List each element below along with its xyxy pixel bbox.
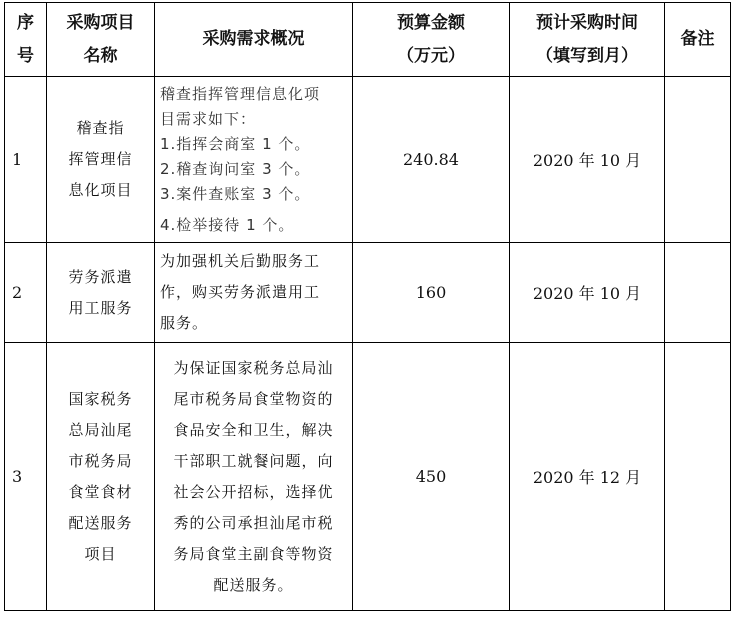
cell-budget: 160 <box>353 243 510 343</box>
header-name-line: 采购项目 <box>66 12 135 33</box>
cell-desc <box>155 343 353 611</box>
cell-name <box>47 243 155 343</box>
desc-line: 为保证国家税务总局汕 <box>173 358 334 377</box>
name-line: 食堂食材 <box>68 482 133 501</box>
header-budget <box>353 3 510 77</box>
cell-no: 2 <box>5 243 47 343</box>
desc-line: 目需求如下： <box>160 109 257 128</box>
header-budget-line: （万元） <box>397 45 465 66</box>
desc-line: 食品安全和卫生，解决 <box>173 420 334 439</box>
cell-time: 2020 年 10 月 <box>510 77 665 243</box>
cell-no: 3 <box>5 343 47 611</box>
desc-line: 秀的公司承担汕尾市税 <box>173 513 334 532</box>
desc-line: 作，购买劳务派遣用工 <box>160 283 321 301</box>
cell-budget: 240.84 <box>353 77 510 243</box>
desc-line: 4.检举接待 1 个。 <box>160 215 295 234</box>
cell-time: 2020 年 12 月 <box>510 343 665 611</box>
cell-desc <box>155 243 353 343</box>
header-row <box>5 3 731 77</box>
desc-line: 配送服务。 <box>213 575 294 594</box>
table-row <box>5 243 731 343</box>
table-row <box>5 77 731 243</box>
name-line: 稽查指 <box>76 119 125 137</box>
cell-name <box>47 77 155 243</box>
desc-line: 为加强机关后勤服务工 <box>160 252 321 270</box>
desc-line: 尾市税务局食堂物资的 <box>173 389 334 408</box>
header-no-line: 序 <box>17 12 34 33</box>
cell-time: 2020 年 10 月 <box>510 243 665 343</box>
header-time-line: （填写到月） <box>536 45 638 66</box>
desc-line: 2.稽查询问室 3 个。 <box>160 159 311 178</box>
name-line: 国家税务 <box>68 389 133 408</box>
header-note: 备注 <box>665 3 731 77</box>
desc-line: 稽查指挥管理信息化项 <box>160 84 321 103</box>
name-line: 配送服务 <box>68 513 133 532</box>
name-line: 总局汕尾 <box>68 420 133 439</box>
cell-note <box>665 77 731 243</box>
cell-name <box>47 343 155 611</box>
header-time-line: 预计采购时间 <box>536 12 638 33</box>
procurement-table <box>4 2 731 611</box>
name-line: 挥管理信 <box>68 150 133 168</box>
cell-no: 1 <box>5 77 47 243</box>
desc-line: 务局食堂主副食等物资 <box>173 544 334 563</box>
name-line: 劳务派遣 <box>68 267 133 286</box>
header-budget-line: 预算金额 <box>397 12 465 33</box>
cell-note <box>665 243 731 343</box>
desc-line: 服务。 <box>160 314 209 332</box>
name-line: 息化项目 <box>68 181 133 199</box>
header-no <box>5 3 47 77</box>
cell-note <box>665 343 731 611</box>
header-desc: 采购需求概况 <box>155 3 353 77</box>
desc-line: 干部职工就餐问题，向 <box>173 451 334 470</box>
table-row <box>5 343 731 611</box>
desc-line: 社会公开招标，选择优 <box>173 482 334 501</box>
header-name <box>47 3 155 77</box>
name-line: 用工服务 <box>68 298 133 317</box>
cell-budget: 450 <box>353 343 510 611</box>
cell-desc <box>155 77 353 243</box>
name-line: 市税务局 <box>68 451 133 470</box>
header-name-line: 名称 <box>83 45 118 66</box>
name-line: 项目 <box>84 544 117 563</box>
desc-line: 3.案件查账室 3 个。 <box>160 184 311 203</box>
header-time <box>510 3 665 77</box>
desc-line: 1.指挥会商室 1 个。 <box>160 134 311 153</box>
header-no-line: 号 <box>17 45 34 66</box>
